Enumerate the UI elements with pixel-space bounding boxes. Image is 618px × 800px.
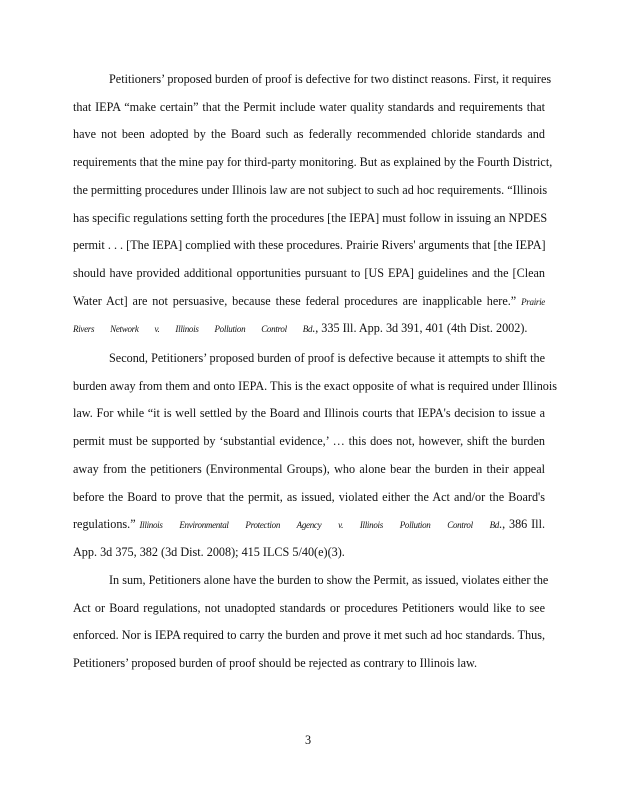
paragraph-1-line bbox=[73, 238, 545, 252]
paragraph-2-line bbox=[73, 462, 545, 476]
text-segment: Second, Petitioners’ proposed burden of proof is defective because it attempts to shift the bbox=[109, 351, 545, 365]
paragraph-1-line bbox=[109, 72, 552, 86]
text-segment: Water Act] are not persuasive, because these federal procedures are inapplicable here.” bbox=[73, 293, 522, 308]
paragraph-3-line bbox=[73, 656, 545, 670]
text-segment: should have provided additional opportunities pursuant to [US EPA] guidelines and the [Clean bbox=[73, 265, 545, 280]
case-citation: Illinois Environmental Protection Agency v. Illinois Pollution Control Bd bbox=[139, 520, 500, 531]
paragraph-1-line bbox=[73, 182, 548, 197]
text-segment: burden away from them and onto IEPA. This is the exact opposite of what is required under Illinois bbox=[73, 378, 558, 393]
text-segment: enforced. Nor is IEPA required to carry the burden and prove it met such ad hoc standards. Thus, bbox=[73, 628, 545, 643]
text-segment: Petitioners’ proposed burden of proof is defective for two distinct reasons. First, it requires bbox=[109, 72, 552, 86]
text-segment: regulations.” bbox=[73, 517, 140, 532]
paragraph-2-line bbox=[73, 490, 545, 504]
text-segment: permit must be supported by ‘substantial evidence,’ … this does not, however, shift the burden bbox=[73, 434, 545, 449]
text-segment: has specific regulations setting forth the procedures [the IEPA] must follow in issuing an NPDES bbox=[73, 210, 548, 225]
paragraph-1-line bbox=[73, 294, 545, 309]
text-segment: ., 386 Ill. bbox=[499, 517, 545, 532]
paragraph-2-line bbox=[73, 545, 545, 559]
paragraph-1-line bbox=[73, 210, 548, 225]
paragraph-2-line bbox=[73, 517, 545, 532]
paragraph-1-line bbox=[73, 155, 553, 170]
text-segment: In sum, Petitioners alone have the burden to show the Permit, as issued, violates either the bbox=[109, 573, 549, 587]
paragraph-1-line bbox=[73, 321, 545, 336]
paragraph-2-line bbox=[73, 434, 545, 448]
paragraph-3-line bbox=[109, 573, 549, 587]
paragraph-3-line bbox=[73, 628, 545, 642]
text-segment: away from the petitioners (Environmental Groups), who alone bear the burden in their appeal bbox=[73, 461, 545, 476]
text-segment: permit . . . [The IEPA] complied with these procedures. Prairie Rivers' arguments that [the IEPA] bbox=[73, 238, 546, 253]
text-segment: ., 335 Ill. App. 3d 391, 401 (4th Dist. 2002). bbox=[312, 321, 528, 336]
paragraph-2-line bbox=[73, 406, 545, 420]
text-segment: Act or Board regulations, not unadopted standards or procedures Petitioners would like to see bbox=[73, 600, 545, 615]
paragraph-2-line bbox=[73, 378, 558, 393]
paragraph-1-line bbox=[73, 266, 545, 280]
text-segment: App. 3d 375, 382 (3d Dist. 2008); 415 ILCS 5/40(e)(3). bbox=[73, 544, 345, 559]
text-segment: before the Board to prove that the permit, as issued, violated either the Act and/or the Board's bbox=[73, 489, 545, 504]
paragraph-1-line bbox=[73, 127, 545, 141]
text-segment: the permitting procedures under Illinois law are not subject to such ad hoc requirements. “Illinois bbox=[73, 182, 548, 197]
page-number: 3 bbox=[305, 733, 312, 747]
paragraph-3-line bbox=[73, 601, 545, 615]
text-segment: that IEPA “make certain” that the Permit include water quality standards and requirements that bbox=[73, 99, 545, 114]
paragraph-2-line bbox=[109, 351, 545, 365]
text-segment: requirements that the mine pay for third-party monitoring. But as explained by the Fourth District, bbox=[73, 155, 553, 170]
paragraph-1-line bbox=[73, 100, 545, 114]
text-segment: have not been adopted by the Board such as federally recommended chloride standards and bbox=[73, 127, 545, 142]
case-citation: Prairie bbox=[521, 296, 545, 307]
text-segment: Petitioners’ proposed burden of proof should be rejected as contrary to Illinois law. bbox=[73, 656, 478, 671]
text-segment: law. For while “it is well settled by the Board and Illinois courts that IEPA's decision to issue a bbox=[73, 406, 545, 421]
case-citation: Rivers Network v. Illinois Pollution Control Bd bbox=[73, 324, 313, 335]
